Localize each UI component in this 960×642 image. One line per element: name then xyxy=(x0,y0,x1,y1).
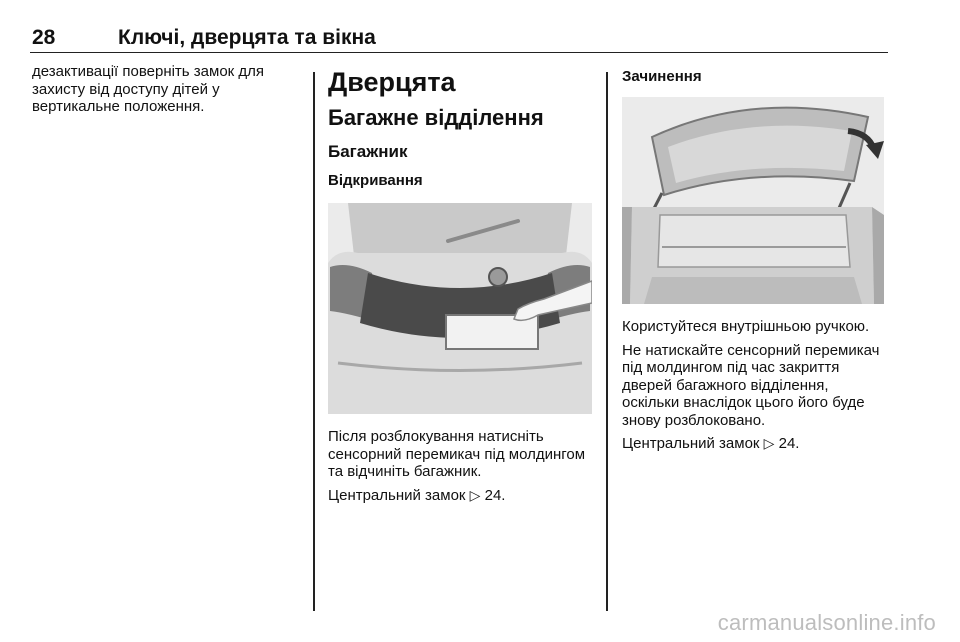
closing-instruction: Користуйтеся внутрішньою ручкою. xyxy=(622,318,870,335)
reference-label: Центральний замок xyxy=(328,486,466,504)
column-1 xyxy=(32,63,297,122)
section-heading-doors: Дверцята xyxy=(328,67,456,97)
subsection-heading-tailgate: Багажник xyxy=(328,142,408,161)
reference-label: Центральний замок xyxy=(622,435,760,452)
closing-warning: Не натискайте сенсорний перемикач під молдингом під час закриття дверей багажного відділення, оскільки внаслідок цього його буде знову розблоковано. xyxy=(622,341,880,429)
page-reference-icon: ▷ xyxy=(469,486,481,503)
chapter-title: Ключі, дверцята та вікна xyxy=(118,26,376,49)
column-3 xyxy=(622,63,888,459)
subsection-heading-cargo: Багажне відділення xyxy=(328,105,544,130)
column-divider-left xyxy=(313,72,315,611)
subsection-heading-closing: Зачинення xyxy=(622,68,702,85)
central-lock-reference xyxy=(328,487,596,505)
reference-page: 24. xyxy=(484,486,506,504)
watermark: carmanualsonline.info xyxy=(717,610,936,635)
tailgate-opening-illustration xyxy=(328,203,592,414)
page-number: 28 xyxy=(32,26,56,49)
central-lock-reference-2 xyxy=(622,435,888,453)
reference-page: 24. xyxy=(778,435,800,452)
column-divider-right xyxy=(606,72,608,611)
subsection-heading-opening: Відкривання xyxy=(328,172,423,189)
page-header xyxy=(30,22,888,53)
opening-instruction: Після розблокування натисніть сенсорний перемикач під молдингом та відчиніть багажник. xyxy=(328,428,586,480)
page-reference-icon: ▷ xyxy=(763,435,775,451)
continued-paragraph: дезактивації поверніть замок для захисту від доступу дітей у вертикальне положення. xyxy=(32,63,265,115)
tailgate-closing-illustration xyxy=(622,97,884,304)
column-2 xyxy=(328,63,596,510)
